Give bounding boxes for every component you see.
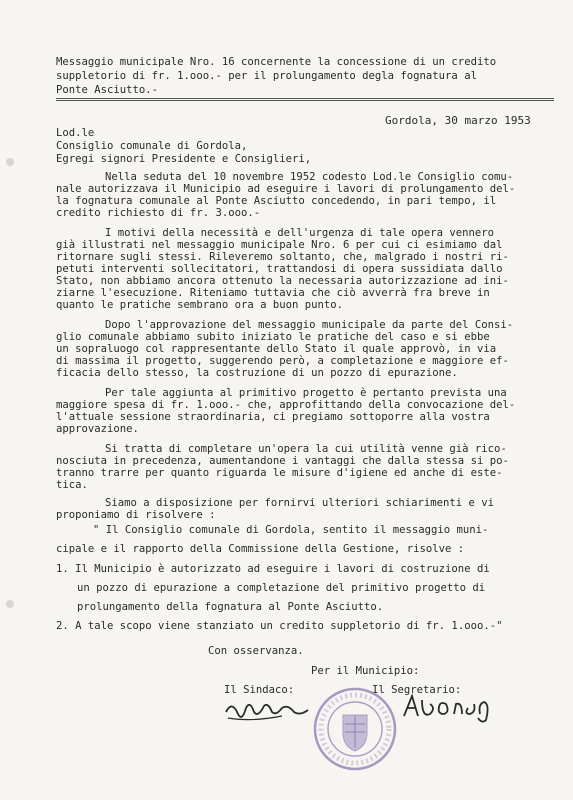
paragraph-line: ziarne l'esecuzione. Riteniamo tuttavia che ciò avverrà fra breve in <box>56 287 490 299</box>
punch-hole <box>6 600 14 608</box>
paragraph-line: già illustrati nel messaggio municipale Nro. 6 per cui ci esimiamo dal <box>56 239 503 251</box>
closing-greeting: Con osservanza. <box>208 645 304 657</box>
resolution-item: 1. Il Municipio è autorizzato ad eseguire i lavori di costruzione di <box>56 563 490 575</box>
segretario-label: Il Segretario: <box>372 684 462 696</box>
paragraph-line: di massima il progetto, suggerendo però, a completazione e maggiore ef- <box>56 355 509 367</box>
paragraph-line: petuti interventi sollecitatori, trattandosi di opera sussidiata dallo <box>56 263 503 275</box>
paragraph-line: quanto le pratiche sembrano ora a buon punto. <box>56 299 344 311</box>
resolution-item: prolungamento della fognatura al Ponte Asciutto. <box>77 601 384 613</box>
paragraph-line: approvazione. <box>56 423 139 435</box>
paragraph-line: I motivi della necessità e dell'urgenza di tale opera vennero <box>105 227 495 239</box>
signature-heading: Per il Municipio: <box>311 665 420 677</box>
resolution-item: 2. A tale scopo viene stanziato un credito suppletorio di fr. 1.ooo.-" <box>56 620 503 632</box>
address-line: Lod.le <box>56 127 95 139</box>
paragraph-line: Si tratta di completare un'opera la cui utilità venne già rico- <box>105 443 507 455</box>
paragraph-line: proponiamo di risolvere : <box>56 509 216 521</box>
sindaco-label: Il Sindaco: <box>224 684 295 696</box>
paragraph-line: Per tale aggiunta al primitivo progetto è pertanto prevista una <box>105 387 507 399</box>
paragraph-line: nale autorizzava il Municipio ad eseguire i lavori di prolungamento del- <box>56 183 516 195</box>
paragraph-line: Dopo l'approvazione del messaggio municipale da parte del Consi- <box>105 319 514 331</box>
header-line: Ponte Asciutto.- <box>56 84 159 96</box>
paragraph-line: ficacia dello stesso, la costruzione di un pozzo di epurazione. <box>56 367 458 379</box>
paragraph-line: maggiore spesa di fr. 1.ooo.- che, approfittando della convocazione del- <box>56 399 516 411</box>
header-line: Messaggio municipale Nro. 16 concernente la concessione di un credito <box>56 56 497 68</box>
punch-hole <box>6 158 14 166</box>
paragraph-line: ritornare sugli stessi. Rileveremo soltanto, che, malgrado i nostri ri- <box>56 251 509 263</box>
paragraph-line: Siamo a disposizione per fornirvi ulteriori schiarimenti e vi <box>105 497 495 509</box>
segretario-signature-icon <box>400 690 495 724</box>
paragraph-line: glio comunale abbiamo subito iniziato le pratiche del caso e si ebbe <box>56 331 490 343</box>
header-line: suppletorio di fr. 1.ooo.- per il prolungamento degla fognatura al <box>56 70 477 82</box>
address-line: Consiglio comunale di Gordola, <box>56 140 248 152</box>
paragraph-line: tica. <box>56 479 88 491</box>
paragraph-line: un sopraluogo col rappresentante dello Stato il quale approvò, in via <box>56 343 497 355</box>
sindaco-signature-icon <box>222 692 312 726</box>
paragraph-line: Stato, non abbiamo ancora ottenuto la necessaria autorizzazione ad ini- <box>56 275 509 287</box>
paragraph-line: credito richiesto di fr. 3.ooo.- <box>56 207 261 219</box>
paragraph-line: tranno trarre per quanto riguarda le misure d'igiene ed anche di este- <box>56 467 503 479</box>
paragraph-line: la fognatura comunale al Ponte Asciutto concedendo, in pari tempo, il <box>56 195 497 207</box>
municipal-seal-icon <box>312 686 398 772</box>
address-line: Egregi signori Presidente e Consiglieri, <box>56 153 312 165</box>
resolution-line: cipale e il rapporto della Commissione della Gestione, risolve : <box>56 543 465 555</box>
double-underline <box>56 98 554 101</box>
paragraph-line: Nella seduta del 10 novembre 1952 codesto Lod.le Consiglio comu- <box>105 171 514 183</box>
paragraph-line: nosciuta in precedenza, aumentandone i vantaggi che dalla stessa si po- <box>56 455 509 467</box>
paragraph-line: l'attuale sessione straordinaria, ci pregiamo sottoporre alla vostra <box>56 411 490 423</box>
resolution-line: " Il Consiglio comunale di Gordola, sentito il messaggio muni- <box>93 524 489 536</box>
resolution-item: un pozzo di epurazione a completazione del primitivo progetto di <box>77 582 486 594</box>
date-line: Gordola, 30 marzo 1953 <box>385 114 531 127</box>
